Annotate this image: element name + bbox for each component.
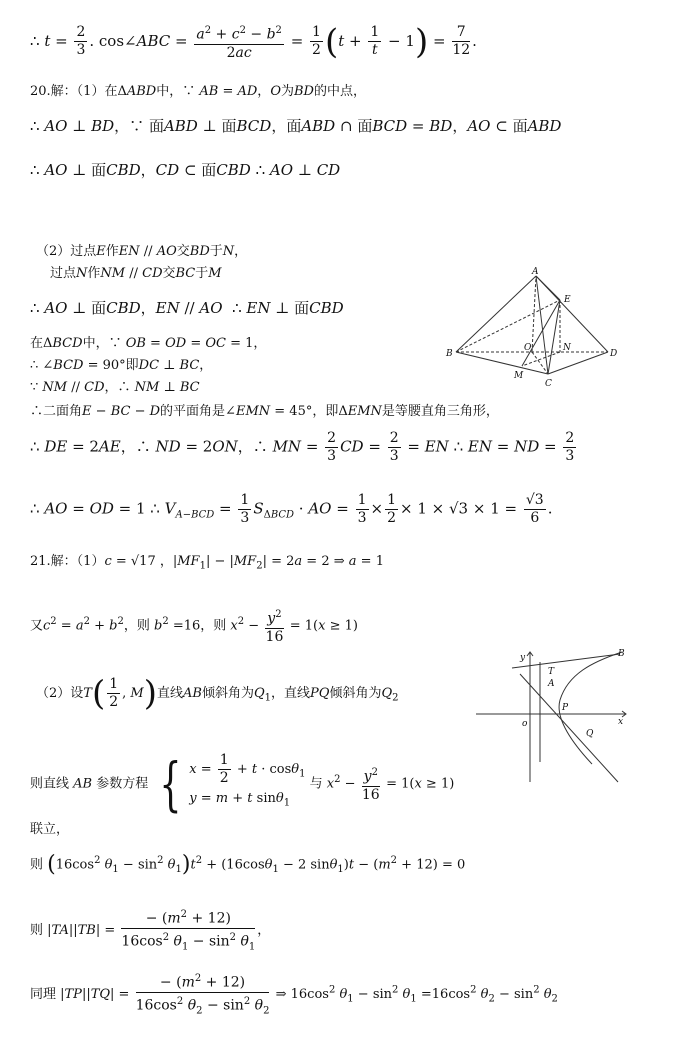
axis-x-label: x	[618, 717, 624, 727]
origin-label: o	[522, 719, 528, 729]
line-2: 20.解：（1）在ΔABD中，∵ AB = AD，O为BD的中点，	[30, 84, 366, 99]
label-e: E	[564, 295, 571, 305]
line-15: 又$c^2 = a^2 + b^2$，则 $b^2 =16$，则 $x^2$ − $\frac{y^2}{16}$ = 1(x ≥ 1)	[30, 606, 358, 646]
label-n: N	[563, 343, 571, 353]
line-1: ∴ t = $\frac{2}{3}$ . cos∠ABC = $\frac{a^2 + c^2 - b^2}{2ac}$ = $\frac{1}{2}$ (t + $\frac{1}{t}$ − 1) = $\frac{7}{12}$ .	[30, 21, 477, 62]
line-7: ∴ AO ⊥ 面CBD，EN // AO ∴ EN ⊥ 面CBD	[30, 299, 344, 317]
line-21: 同理 |TP||TQ| = $\frac{- (m^2 + 12)}{16\cos^2 \theta_2 - \sin^2 \theta_2}$ ⇒ $16\cos^2$ $\theta_1 - \sin^2 \theta_1 =16\cos^2$ $\theta_2 - \sin^2 \theta_2$	[30, 970, 558, 1019]
label-b: B	[446, 349, 453, 359]
line-14: 21.解：（1）c = √17 ，$|MF_1| - |MF_2| = 2a = 2$ ⇒ a = 1	[30, 554, 384, 572]
label-a: A	[548, 679, 555, 689]
label-b: B	[618, 649, 625, 659]
hyperbola-figure	[472, 644, 632, 784]
line-12: ∴ DE = 2AE，∴ ND = 2ON，∴ MN = $\frac{2}{3}$ CD = $\frac{2}{3}$ = EN ∴ EN = ND = $\frac{2}{3}$	[30, 430, 575, 464]
label-d: D	[610, 349, 618, 359]
label-c: C	[545, 379, 552, 389]
line-18: 联立，	[30, 822, 70, 837]
label-t: T	[548, 667, 555, 677]
label-m: M	[514, 371, 524, 381]
line-19: 则 ($16\cos^2$ $\theta_1 - \sin^2 \theta_1)t^2 + (16\cos\theta_1 - 2$ $\sin\theta_1)t - (m^2 + 12) = 0$	[30, 852, 466, 877]
line-13: ∴ AO = OD = 1 ∴ $V_{A-BCD}$ = $\frac{1}{3}$ $S_{\Delta BCD}$ · AO = $\frac{1}{3}$ × $\frac{1}{2}$ × 1 × √3 × 1 = $\frac{√3}{6}$ .	[30, 492, 553, 526]
label-q: Q	[586, 729, 594, 739]
tetrahedron-figure	[444, 266, 620, 390]
line-11: ∴二面角E − BC − D的平面角是∠EMN = 45°，即ΔEMN是等腰直角三角形，	[30, 404, 499, 419]
line-17: 则直线 AB 参数方程 { x = $\frac{1}{2}$ + t · cosθ$_1$ y = m + t sinθ$_1$ 与 $x^2$ − $\frac{y^2}{16}$ = 1(x ≥ 1)	[30, 749, 455, 818]
line-9: ∴ ∠BCD = 90°即DC ⊥ BC，	[30, 358, 213, 373]
label-o: O	[524, 343, 532, 353]
line-5: （2）过点E作EN // AO交BD于N，	[36, 244, 248, 259]
label-p: P	[562, 703, 569, 713]
line-10: ∵ NM // CD，∴ NM ⊥ BC	[30, 380, 200, 395]
line-4: ∴ AO ⊥ 面CBD，CD ⊂ 面CBD ∴ AO ⊥ CD	[30, 161, 341, 179]
line-20: 则 |TA||TB| = $\frac{- (m^2 + 12)}{16\cos^2 \theta_1 - \sin^2 \theta_1}$ ，	[30, 906, 270, 955]
axis-y-label: y	[520, 653, 526, 663]
line-8: 在ΔBCD中，∵ OB = OD = OC = 1，	[30, 336, 267, 351]
line-3: ∴ AO ⊥ BD，∵ 面ABD ⊥ 面BCD，面ABD ∩ 面BCD = BD，AO ⊂ 面ABD	[30, 117, 562, 135]
line-16: （2）设T( $\frac{1}{2}$ , M)直线AB倾斜角为$Q_1$，直线PQ倾斜角为$Q_2$	[36, 673, 399, 714]
line-6: 过点N作NM // CD交BC于M	[50, 266, 222, 281]
label-a: A	[532, 267, 539, 277]
